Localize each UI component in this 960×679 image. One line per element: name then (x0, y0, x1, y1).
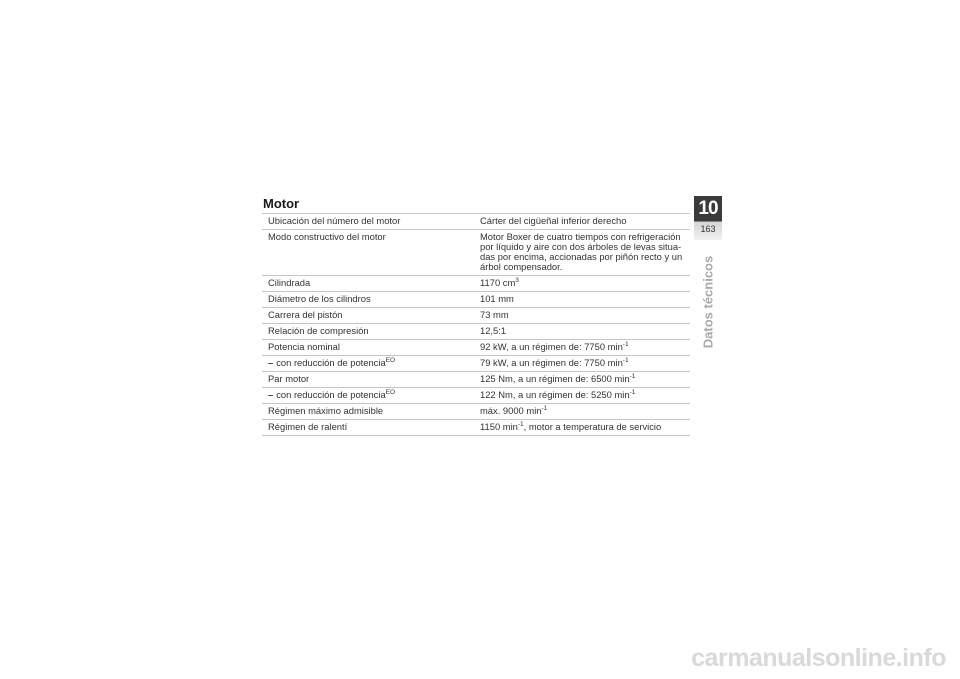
dash-bullet: – (268, 389, 274, 400)
dash-bullet: – (268, 357, 274, 368)
spec-value: Motor Boxer de cuatro tiempos con refrigeración por líquido y aire con dos árboles de levas situa-das por encima, accionadas por piñón recto y un árbol compensador. (473, 230, 690, 276)
spec-value: 73 mm (473, 308, 690, 324)
spec-label: Potencia nominal (262, 340, 473, 356)
spec-value: máx. 9000 $\min^{-1}$ (473, 404, 690, 420)
engine-spec-table (262, 213, 690, 436)
spec-label: Carrera del pistón (262, 308, 473, 324)
spec-label: – con reducción de potencia$^{EO}$ (262, 388, 473, 404)
chapter-side-title: Datos técnicos (700, 255, 716, 349)
spec-label: Régimen máximo admisible (262, 404, 473, 420)
watermark: carmanualsonline.info (691, 644, 946, 672)
spec-value: 125 Nm, a un régimen de: 6500 $\min^{-1}$ (473, 372, 690, 388)
spec-label: Par motor (262, 372, 473, 388)
spec-label: Cilindrada (262, 276, 473, 292)
table-row (262, 292, 690, 308)
table-row (262, 356, 690, 372)
spec-value: 1170 $cm^3$ (473, 276, 690, 292)
table-row (262, 404, 690, 420)
table-row (262, 308, 690, 324)
section-title: Motor (263, 196, 300, 211)
spec-value: 79 kW, a un régimen de: 7750 $\min^{-1}$ (473, 356, 690, 372)
spec-label: Ubicación del número del motor (262, 214, 473, 230)
spec-value: 1150 $\min^{-1}$, motor a temperatura de servicio (473, 420, 690, 436)
spec-label: Modo constructivo del motor (262, 230, 473, 276)
table-row (262, 388, 690, 404)
table-row (262, 276, 690, 292)
spec-label: Relación de compresión (262, 324, 473, 340)
table-row (262, 214, 690, 230)
spec-value: 92 kW, a un régimen de: 7750 $\min^{-1}$ (473, 340, 690, 356)
table-row (262, 230, 690, 276)
table-row (262, 324, 690, 340)
table-row (262, 340, 690, 356)
spec-label: Diámetro de los cilindros (262, 292, 473, 308)
spec-value: 101 mm (473, 292, 690, 308)
spec-value: Cárter del cigüeñal inferior derecho (473, 214, 690, 230)
spec-value: 122 Nm, a un régimen de: 5250 $\min^{-1}$ (473, 388, 690, 404)
chapter-tab (694, 196, 722, 240)
page-number: 163 (700, 224, 716, 234)
table-row (262, 372, 690, 388)
chapter-number: 10 (698, 198, 718, 219)
spec-label: Régimen de ralentí (262, 420, 473, 436)
spec-label: – con reducción de potencia$^{EO}$ (262, 356, 473, 372)
table-row (262, 420, 690, 436)
spec-value: 12,5:1 (473, 324, 690, 340)
